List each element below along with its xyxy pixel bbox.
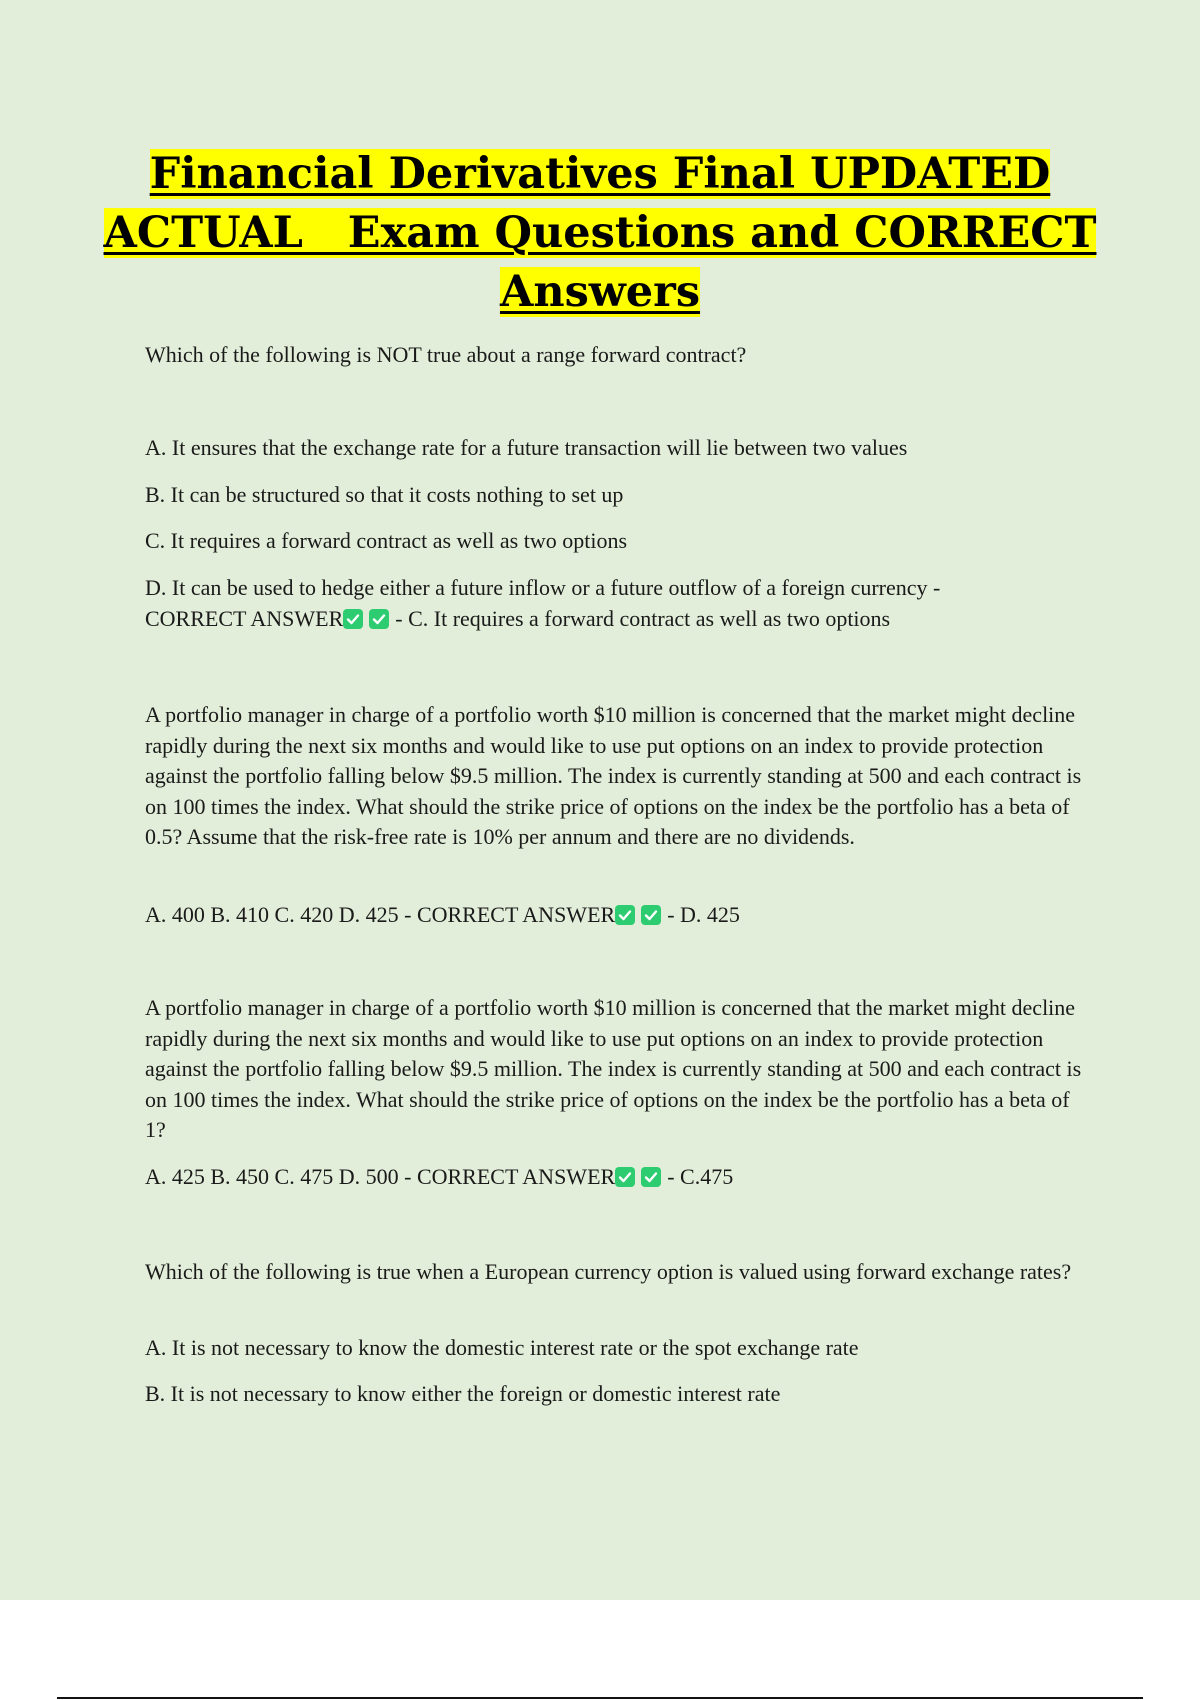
- question-3-options: A. 425 B. 450 C. 475 D. 500 - CORRECT ANSWER: [145, 1164, 616, 1189]
- title-line-2: ACTUAL Exam Questions and CORRECT: [103, 208, 1097, 258]
- check-mark-icon: [641, 905, 661, 925]
- question-1-option-d-and-answer: [145, 573, 1090, 634]
- page-footer-area: [0, 1600, 1200, 1700]
- question-1-answer: - C. It requires a forward contract as well as two options: [395, 605, 891, 631]
- check-mark-icon: [615, 1167, 635, 1187]
- question-1-prompt: Which of the following is NOT true about a range forward contract?: [145, 342, 747, 367]
- question-1-option-d: D. It can be used to hedge either a future inflow or a future outflow of a foreign currency -: [145, 575, 941, 600]
- question-2-prompt: A portfolio manager in charge of a portfolio worth $10 million is concerned that the market might decline rapidly during the next six months and would like to use put options on an index to provide protection against the portfolio falling below $9.5 million. The index is currently standing at 500 and each contract is on 100 times the index. What should the strike price of options on the index be the portfolio has a beta of 0.5? Assume that the risk-free rate is 10% per annum and there are no dividends.: [145, 702, 1082, 849]
- check-mark-icon: [641, 1167, 661, 1187]
- document-title: [100, 145, 1100, 322]
- footer-divider: [57, 1697, 1143, 1699]
- question-1-option-b: B. It can be structured so that it costs nothing to set up: [145, 482, 624, 507]
- question-2-options-and-answer: [145, 900, 1090, 931]
- check-mark-icon: [369, 609, 389, 629]
- title-line-3: Answers: [499, 267, 701, 317]
- question-4-prompt: Which of the following is true when a European currency option is valued using forward exchange rates?: [145, 1259, 1072, 1284]
- check-mark-icon: [615, 905, 635, 925]
- question-1-option-a: A. It ensures that the exchange rate for a future transaction will lie between two values: [145, 435, 908, 460]
- question-1-option-c: C. It requires a forward contract as well as two options: [145, 528, 628, 553]
- title-line-1: Financial Derivatives Final UPDATED: [149, 149, 1051, 199]
- question-4-option-a: A. It is not necessary to know the domestic interest rate or the spot exchange rate: [145, 1335, 859, 1360]
- question-3-options-and-answer: [145, 1162, 1090, 1193]
- question-2-answer: - D. 425: [667, 902, 740, 927]
- question-3-prompt: A portfolio manager in charge of a portfolio worth $10 million is concerned that the market might decline rapidly during the next six months and would like to use put options on an index to provide protection against the portfolio falling below $9.5 million. The index is currently standing at 500 and each contract is on 100 times the index. What should the strike price of options on the index be the portfolio has a beta of 1?: [145, 995, 1082, 1142]
- question-3-answer: - C.475: [667, 1164, 734, 1189]
- question-2-options: A. 400 B. 410 C. 420 D. 425 - CORRECT ANSWER: [145, 902, 616, 927]
- question-4-option-b: B. It is not necessary to know either the foreign or domestic interest rate: [145, 1381, 781, 1406]
- answer-marker: CORRECT ANSWER: [145, 605, 344, 631]
- check-mark-icon: [343, 609, 363, 629]
